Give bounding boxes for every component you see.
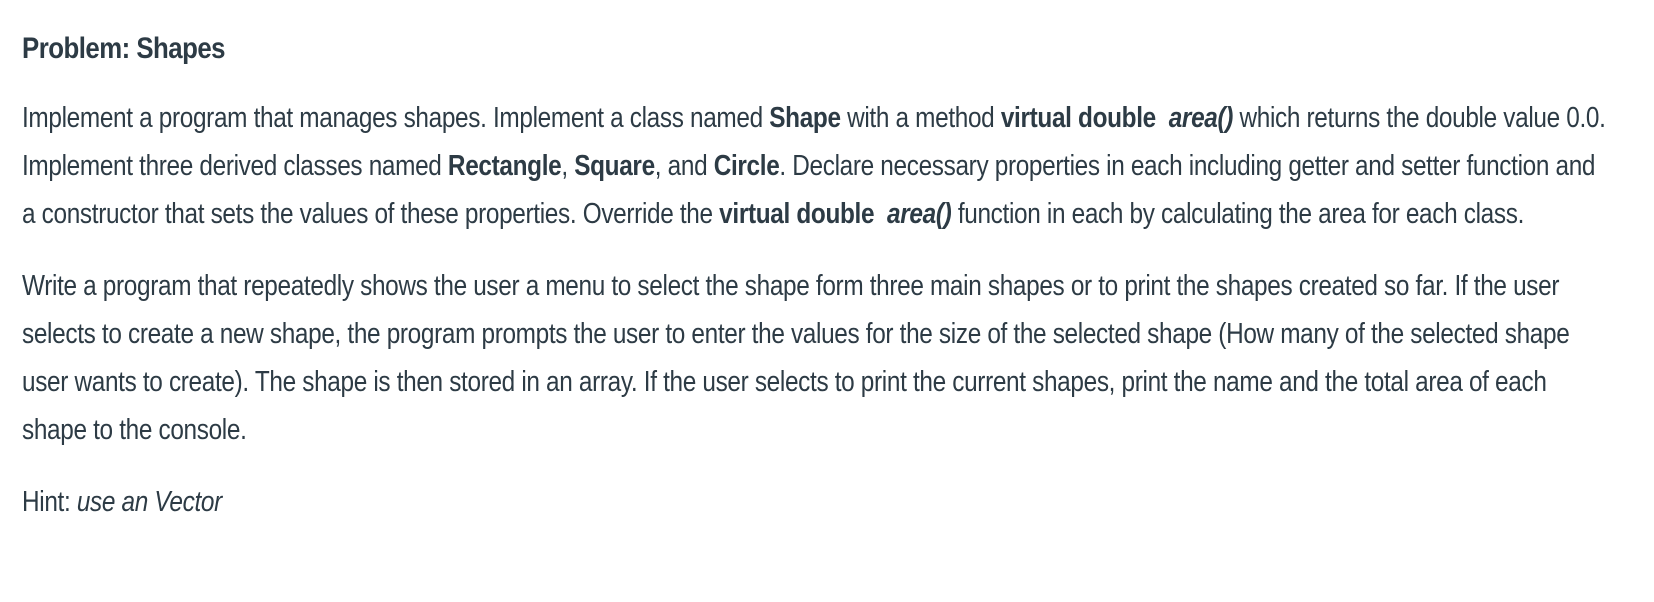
keyword-area-method: area(): [1168, 102, 1234, 134]
text-segment: which returns the double value 0.0. Implement three derived classes named: [22, 102, 1606, 182]
keyword-rectangle: Rectangle: [447, 150, 562, 182]
text-segment: . Declare necessary properties in each including getter and setter function and a constructor that sets the values of these properties. Override the: [22, 150, 1596, 230]
paragraph-program-description: Write a program that repeatedly shows the user a menu to select the shape form three main shapes or to print the shapes created so far. If the user selects to create a new shape, the program prompts the user to enter the values for the size of the selected shape (How many of the selected shape user wants to create). The shape is then stored in an array. If the user selects to print the current shapes, print the name and the total area of each shape to the console.: [22, 270, 1570, 446]
keyword-square: Square: [574, 150, 655, 182]
text-segment: ,: [561, 150, 575, 182]
keyword-virtual-double: virtual double: [719, 198, 875, 230]
hint-text: use an Vector: [76, 486, 222, 518]
hint-label: Hint:: [22, 486, 77, 518]
keyword-circle: Circle: [713, 150, 780, 182]
text-segment: Implement a program that manages shapes. Implement a class named: [22, 102, 770, 134]
keyword-virtual-double: virtual double: [1000, 102, 1156, 134]
keyword-area-method: area(): [887, 198, 952, 230]
problem-title: Problem: Shapes: [22, 32, 226, 65]
hint-line: [22, 478, 1610, 526]
text-segment: [874, 198, 887, 230]
paragraph-class-description: [22, 94, 1610, 238]
text-segment: , and: [654, 150, 714, 182]
text-segment: function in each by calculating the area for each class.: [951, 198, 1524, 230]
text-segment: [1156, 102, 1169, 134]
keyword-shape: Shape: [769, 102, 841, 134]
text-segment: with a method: [840, 102, 1001, 134]
